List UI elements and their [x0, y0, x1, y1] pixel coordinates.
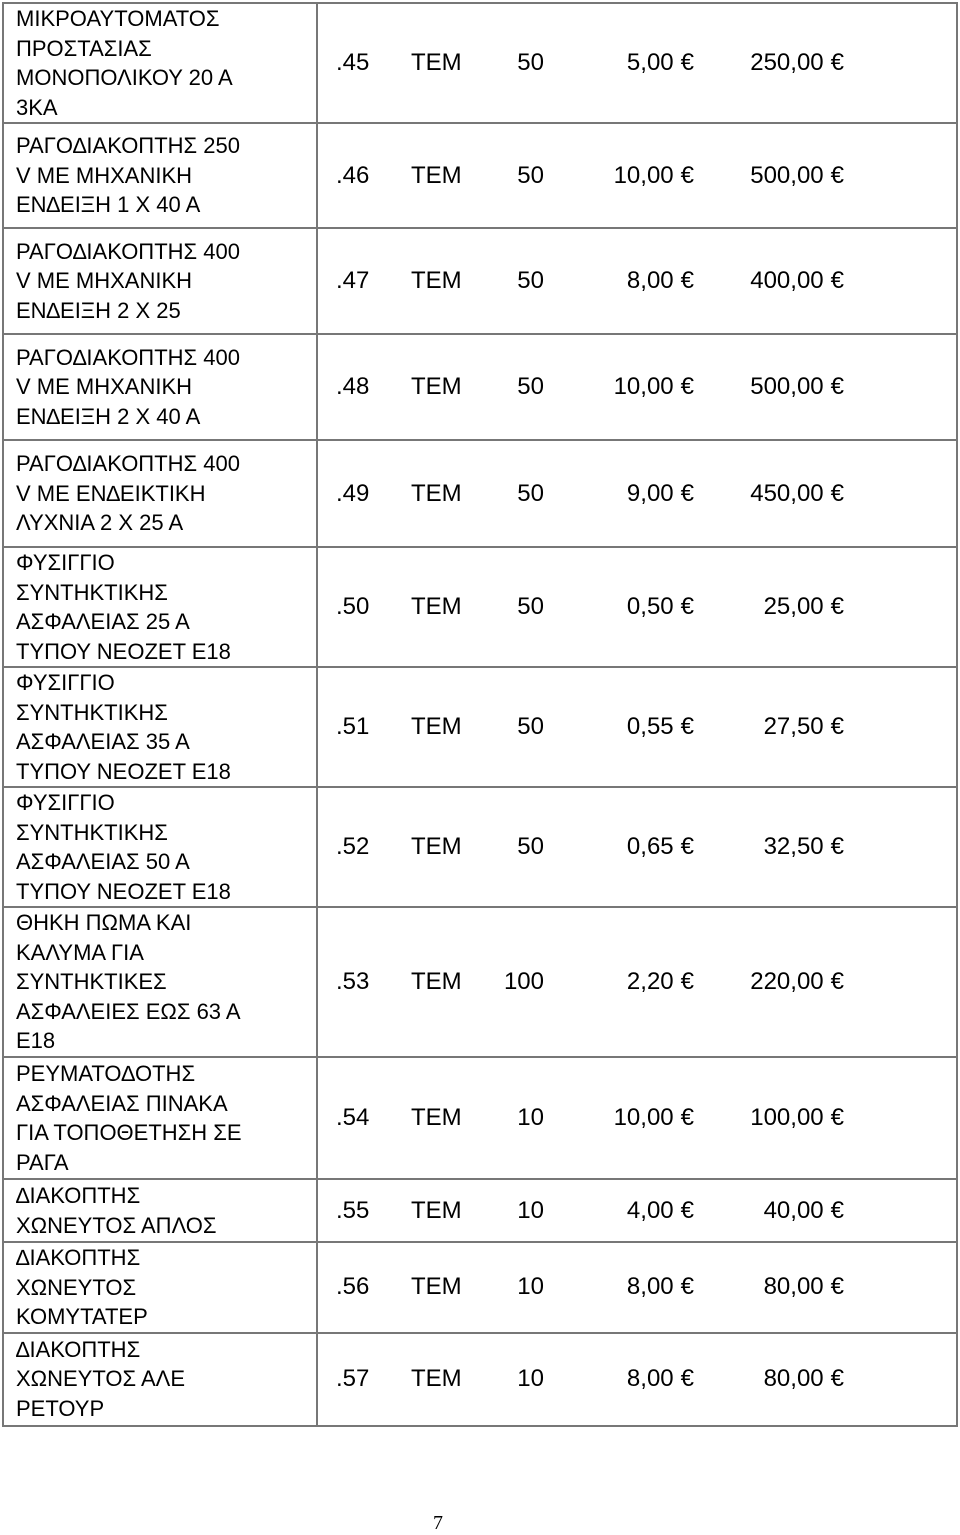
euro-icon: €	[680, 1104, 694, 1131]
line-total	[694, 1197, 844, 1225]
euro-icon: €	[830, 968, 844, 995]
unit-price	[544, 1365, 694, 1393]
item-description	[3, 787, 317, 907]
item-unit: ΤΕΜ	[411, 49, 462, 76]
item-unit: ΤΕΜ	[411, 1273, 462, 1301]
line-total	[694, 267, 844, 295]
unit-price	[544, 713, 694, 741]
description-line: ΛΥΧΝΙΑ 2 Χ 25 Α	[16, 510, 184, 536]
description-line: Ε18	[16, 1028, 56, 1054]
euro-icon: €	[830, 713, 844, 740]
line-total	[694, 968, 844, 996]
item-description	[3, 440, 317, 547]
unit-price-value: 4,00	[626, 1196, 674, 1224]
table-row	[3, 667, 957, 787]
euro-icon: €	[830, 1365, 844, 1392]
item-values	[317, 907, 957, 1057]
page-number: 7	[433, 1512, 443, 1534]
unit-price-value: 9,00	[626, 479, 674, 507]
item-values	[317, 787, 957, 907]
line-total	[694, 593, 844, 621]
item-description	[3, 1179, 317, 1242]
item-values	[317, 123, 957, 228]
line-total	[694, 1365, 844, 1393]
table-row	[3, 228, 957, 334]
description-line: ΧΩΝΕΥΤΟΣ	[16, 1274, 137, 1300]
item-code: .54	[336, 1104, 370, 1131]
item-description	[3, 1333, 317, 1426]
unit-price	[544, 49, 694, 77]
item-unit: ΤΕΜ	[411, 833, 462, 860]
price-table	[2, 2, 958, 1427]
description-line: ΑΣΦΑΛΕΙΑΣ 50 Α	[16, 849, 190, 874]
item-values-row	[318, 373, 956, 401]
unit-price-value: 8,00	[626, 1273, 674, 1301]
table-row	[3, 334, 957, 440]
table-row	[3, 123, 957, 228]
unit-price	[544, 968, 694, 996]
description-line: ΑΣΦΑΛΕΙΑΣ 25 Α	[16, 609, 190, 634]
description-line: ΜΟΝΟΠΟΛΙΚΟΥ 20 Α	[16, 65, 233, 90]
table-row	[3, 1333, 957, 1426]
euro-icon: €	[680, 968, 694, 995]
item-description	[3, 123, 317, 228]
item-description	[3, 3, 317, 123]
unit-price-value: 10,00	[613, 1104, 674, 1131]
item-values-row	[318, 267, 956, 295]
unit-price	[544, 833, 694, 861]
item-values-row	[318, 162, 956, 190]
description-line: ΕΝ∆ΕΙΞΗ 1 Χ 40 Α	[16, 192, 201, 218]
item-values-row	[318, 833, 956, 861]
item-quantity: 50	[517, 161, 544, 189]
item-values	[317, 547, 957, 667]
description-line: ΜΙΚΡΟΑΥΤΟΜΑΤΟΣ	[16, 6, 220, 31]
item-values-row	[318, 480, 956, 508]
euro-icon: €	[830, 1196, 844, 1224]
item-unit: ΤΕΜ	[411, 1196, 462, 1224]
item-values	[317, 334, 957, 440]
line-total-value: 500,00	[750, 373, 824, 400]
item-description	[3, 547, 317, 667]
euro-icon: €	[830, 593, 844, 620]
description-line: ΦΥΣΙΓΓΙΟ	[16, 790, 115, 815]
euro-icon: €	[830, 1273, 844, 1301]
table-row	[3, 1242, 957, 1333]
unit-price-value: 0,55	[626, 713, 674, 740]
unit-price-value: 0,65	[626, 833, 674, 860]
table-row	[3, 1057, 957, 1179]
item-quantity: 10	[517, 1365, 544, 1392]
euro-icon: €	[830, 373, 844, 400]
item-quantity: 50	[517, 833, 544, 860]
item-quantity: 50	[517, 713, 544, 740]
description-line: ΤΥΠΟΥ ΝΕΟΖΕΤ Ε18	[16, 878, 231, 904]
description-line: ΤΥΠΟΥ ΝΕΟΖΕΤ Ε18	[16, 638, 231, 664]
item-unit: ΤΕΜ	[411, 161, 462, 189]
description-line: ΘΗΚΗ ΠΩΜΑ ΚΑΙ	[16, 910, 192, 936]
euro-icon: €	[680, 593, 694, 620]
item-description	[3, 1057, 317, 1179]
euro-icon: €	[680, 1365, 694, 1392]
euro-icon: €	[680, 49, 694, 76]
item-code: .45	[336, 49, 370, 76]
item-code: .47	[336, 267, 370, 294]
description-line: ΧΩΝΕΥΤΟΣ ΑΛΕ	[16, 1366, 186, 1392]
item-values-row	[318, 593, 956, 621]
item-unit: ΤΕΜ	[411, 968, 462, 995]
item-unit: ΤΕΜ	[411, 593, 462, 620]
item-code: .51	[336, 713, 370, 740]
unit-price	[544, 267, 694, 295]
item-quantity: 50	[517, 373, 544, 400]
unit-price	[544, 162, 694, 190]
line-total	[694, 713, 844, 741]
description-line: V ΜΕ ΜΗΧΑΝΙΚΗ	[16, 268, 193, 294]
unit-price-value: 2,20	[626, 968, 674, 995]
euro-icon: €	[680, 161, 694, 189]
euro-icon: €	[680, 1273, 694, 1301]
description-line: ΑΣΦΑΛΕΙΑΣ 35 Α	[16, 729, 190, 754]
item-description	[3, 228, 317, 334]
item-description	[3, 1242, 317, 1333]
euro-icon: €	[680, 479, 694, 507]
line-total-value: 100,00	[750, 1104, 824, 1131]
description-line: ΧΩΝΕΥΤΟΣ ΑΠΛΟΣ	[16, 1212, 217, 1238]
table-row	[3, 907, 957, 1057]
description-line: ΣΥΝΤΗΚΤΙΚΗΣ	[16, 699, 168, 725]
item-unit: ΤΕΜ	[411, 479, 462, 507]
item-values-row	[318, 1197, 956, 1225]
description-line: ΡΑΓΑ	[16, 1149, 69, 1175]
item-code: .57	[336, 1365, 370, 1392]
line-total	[694, 833, 844, 861]
item-values-row	[318, 1365, 956, 1393]
table-row	[3, 440, 957, 547]
item-description	[3, 907, 317, 1057]
euro-icon: €	[830, 479, 844, 507]
item-values-row	[318, 1104, 956, 1132]
line-total-value: 450,00	[750, 479, 824, 507]
description-line: ΤΥΠΟΥ ΝΕΟΖΕΤ Ε18	[16, 758, 231, 784]
table-row	[3, 787, 957, 907]
line-total	[694, 1273, 844, 1301]
description-line: ΕΝ∆ΕΙΞΗ 2 Χ 25	[16, 297, 181, 323]
item-unit: ΤΕΜ	[411, 1104, 462, 1131]
item-code: .46	[336, 161, 370, 189]
unit-price-value: 0,50	[626, 593, 674, 620]
item-code: .48	[336, 373, 370, 400]
euro-icon: €	[830, 161, 844, 189]
description-line: ΡΑΓΟ∆ΙΑΚΟΠΤΗΣ 400	[16, 344, 240, 370]
item-code: .52	[336, 833, 370, 860]
line-total	[694, 373, 844, 401]
item-unit: ΤΕΜ	[411, 1365, 462, 1392]
description-line: V ΜΕ ΕΝ∆ΕΙΚΤΙΚΗ	[16, 480, 206, 506]
line-total-value: 40,00	[763, 1196, 824, 1224]
description-line: 3ΚΑ	[16, 94, 58, 120]
description-line: ΡΑΓΟ∆ΙΑΚΟΠΤΗΣ 400	[16, 451, 240, 477]
line-total-value: 220,00	[750, 968, 824, 995]
item-code: .56	[336, 1273, 370, 1301]
euro-icon: €	[680, 1196, 694, 1224]
item-unit: ΤΕΜ	[411, 267, 462, 294]
item-quantity: 50	[517, 267, 544, 294]
line-total-value: 32,50	[763, 833, 824, 860]
line-total-value: 27,50	[763, 713, 824, 740]
item-code: .49	[336, 479, 370, 507]
line-total	[694, 1104, 844, 1132]
item-code: .55	[336, 1196, 370, 1224]
item-values-row	[318, 968, 956, 996]
line-total-value: 250,00	[750, 49, 824, 76]
table-row	[3, 1179, 957, 1242]
line-total	[694, 480, 844, 508]
item-quantity: 10	[517, 1196, 544, 1224]
description-line: ΡΑΓΟ∆ΙΑΚΟΠΤΗΣ 250	[16, 133, 240, 159]
unit-price-value: 8,00	[626, 267, 674, 294]
item-values	[317, 667, 957, 787]
unit-price	[544, 593, 694, 621]
line-total-value: 400,00	[750, 267, 824, 294]
description-line: ΡΕΥΜΑΤΟ∆ΟΤΗΣ	[16, 1061, 196, 1086]
euro-icon: €	[680, 373, 694, 400]
unit-price-value: 8,00	[626, 1365, 674, 1392]
table-row	[3, 547, 957, 667]
unit-price-value: 10,00	[613, 161, 674, 189]
euro-icon: €	[680, 713, 694, 740]
item-values	[317, 1057, 957, 1179]
item-code: .53	[336, 968, 370, 995]
item-values	[317, 228, 957, 334]
item-values-row	[318, 49, 956, 77]
item-quantity: 100	[503, 968, 544, 995]
item-code: .50	[336, 593, 370, 620]
line-total	[694, 49, 844, 77]
description-line: ΣΥΝΤΗΚΤΙΚΗΣ	[16, 579, 168, 605]
item-values	[317, 440, 957, 547]
euro-icon: €	[680, 267, 694, 294]
line-total-value: 25,00	[763, 593, 824, 620]
unit-price	[544, 480, 694, 508]
description-line: ΦΥΣΙΓΓΙΟ	[16, 550, 115, 575]
description-line: ΑΣΦΑΛΕΙΕΣ ΕΩΣ 63 Α	[16, 998, 241, 1024]
unit-price-value: 5,00	[626, 49, 674, 76]
line-total-value: 80,00	[763, 1365, 824, 1392]
price-table-body	[3, 3, 957, 1426]
description-line: ΣΥΝΤΗΚΤΙΚΗΣ	[16, 819, 168, 845]
item-description	[3, 667, 317, 787]
description-line: ΡΕΤΟΥΡ	[16, 1395, 105, 1421]
item-values	[317, 1242, 957, 1333]
item-unit: ΤΕΜ	[411, 373, 462, 400]
table-row	[3, 3, 957, 123]
unit-price-value: 10,00	[613, 373, 674, 400]
euro-icon: €	[830, 1104, 844, 1131]
item-quantity: 50	[517, 593, 544, 620]
item-unit: ΤΕΜ	[411, 713, 462, 740]
item-description	[3, 334, 317, 440]
unit-price	[544, 373, 694, 401]
description-line: ∆ΙΑΚΟΠΤΗΣ	[16, 1245, 141, 1270]
item-values	[317, 3, 957, 123]
description-line: V ΜΕ ΜΗΧΑΝΙΚΗ	[16, 162, 193, 188]
unit-price	[544, 1197, 694, 1225]
item-values	[317, 1179, 957, 1242]
item-quantity: 50	[517, 49, 544, 76]
description-line: ∆ΙΑΚΟΠΤΗΣ	[16, 1183, 141, 1208]
description-line: ΑΣΦΑΛΕΙΑΣ ΠΙΝΑΚΑ	[16, 1090, 228, 1116]
description-line: ΚΟΜΥΤΑΤΕΡ	[16, 1304, 148, 1329]
euro-icon: €	[830, 833, 844, 860]
description-line: V ΜΕ ΜΗΧΑΝΙΚΗ	[16, 374, 193, 400]
item-quantity: 50	[517, 479, 544, 507]
unit-price	[544, 1273, 694, 1301]
item-quantity: 10	[517, 1104, 544, 1131]
description-line: ΕΝ∆ΕΙΞΗ 2 Χ 40 Α	[16, 403, 201, 429]
description-line: ΦΥΣΙΓΓΙΟ	[16, 670, 115, 695]
euro-icon: €	[830, 49, 844, 76]
item-values-row	[318, 713, 956, 741]
unit-price	[544, 1104, 694, 1132]
description-line: ΓΙΑ ΤΟΠΟΘΕΤΗΣΗ ΣΕ	[16, 1120, 242, 1145]
description-line: ΚΑΛΥΜΑ ΓΙΑ	[16, 939, 144, 965]
description-line: ΣΥΝΤΗΚΤΙΚΕΣ	[16, 969, 167, 995]
description-line: ΠΡΟΣΤΑΣΙΑΣ	[16, 35, 152, 61]
description-line: ∆ΙΑΚΟΠΤΗΣ	[16, 1336, 141, 1362]
line-total-value: 80,00	[763, 1273, 824, 1301]
euro-icon: €	[680, 833, 694, 860]
item-quantity: 10	[517, 1273, 544, 1301]
description-line: ΡΑΓΟ∆ΙΑΚΟΠΤΗΣ 400	[16, 238, 240, 264]
line-total	[694, 162, 844, 190]
line-total-value: 500,00	[750, 161, 824, 189]
euro-icon: €	[830, 267, 844, 294]
item-values-row	[318, 1273, 956, 1301]
item-values	[317, 1333, 957, 1426]
